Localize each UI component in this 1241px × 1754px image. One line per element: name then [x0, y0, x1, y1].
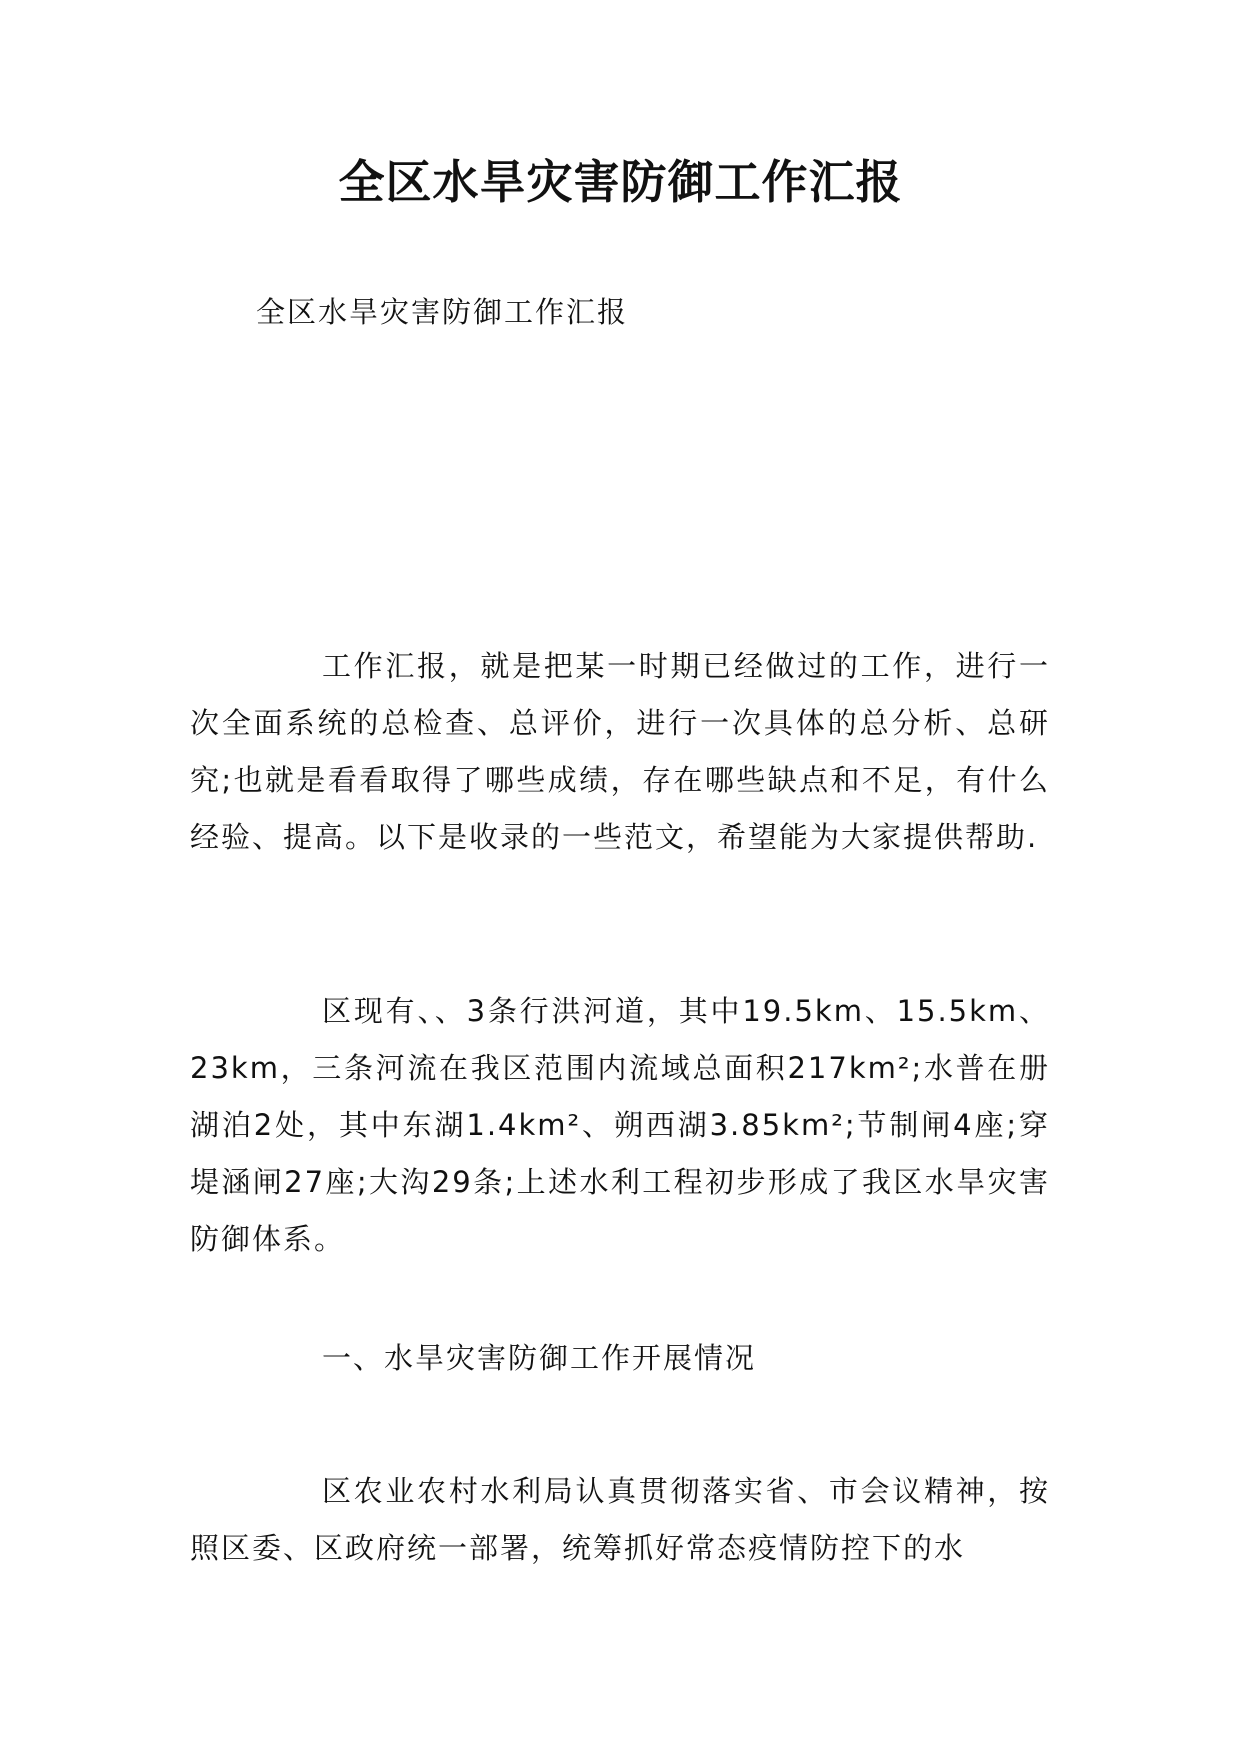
paragraph-rivers: 区现有、、3条行洪河道，其中19.5km、15.5km、23km，三条河流在我区范围内流域总面积217km²;水普在册湖泊2处，其中东湖1.4km²、朔西湖3.85km²;节制闸4座;穿堤涵闸27座;大沟29条;上述水利工程初步形成了我区水旱灾害防御体系。	[190, 994, 1050, 1256]
paragraph-section-1: 区农业农村水利局认真贯彻落实省、市会议精神，按照区委、区政府统一部署，统筹抓好常态疫情防控下的水	[190, 1474, 1050, 1565]
document-title: 全区水旱灾害防御工作汇报	[338, 155, 903, 209]
section-heading-1: 一、水旱灾害防御工作开展情况	[322, 1341, 757, 1375]
document-subtitle: 全区水旱灾害防御工作汇报	[256, 295, 629, 329]
paragraph-intro: 工作汇报，就是把某一时期已经做过的工作，进行一次全面系统的总检查、总评价，进行一次具体的总分析、总研究;也就是看看取得了哪些成绩，存在哪些缺点和不足，有什么经验、提高。以下是收录的一些范文，希望能为大家提供帮助.	[190, 649, 1050, 854]
